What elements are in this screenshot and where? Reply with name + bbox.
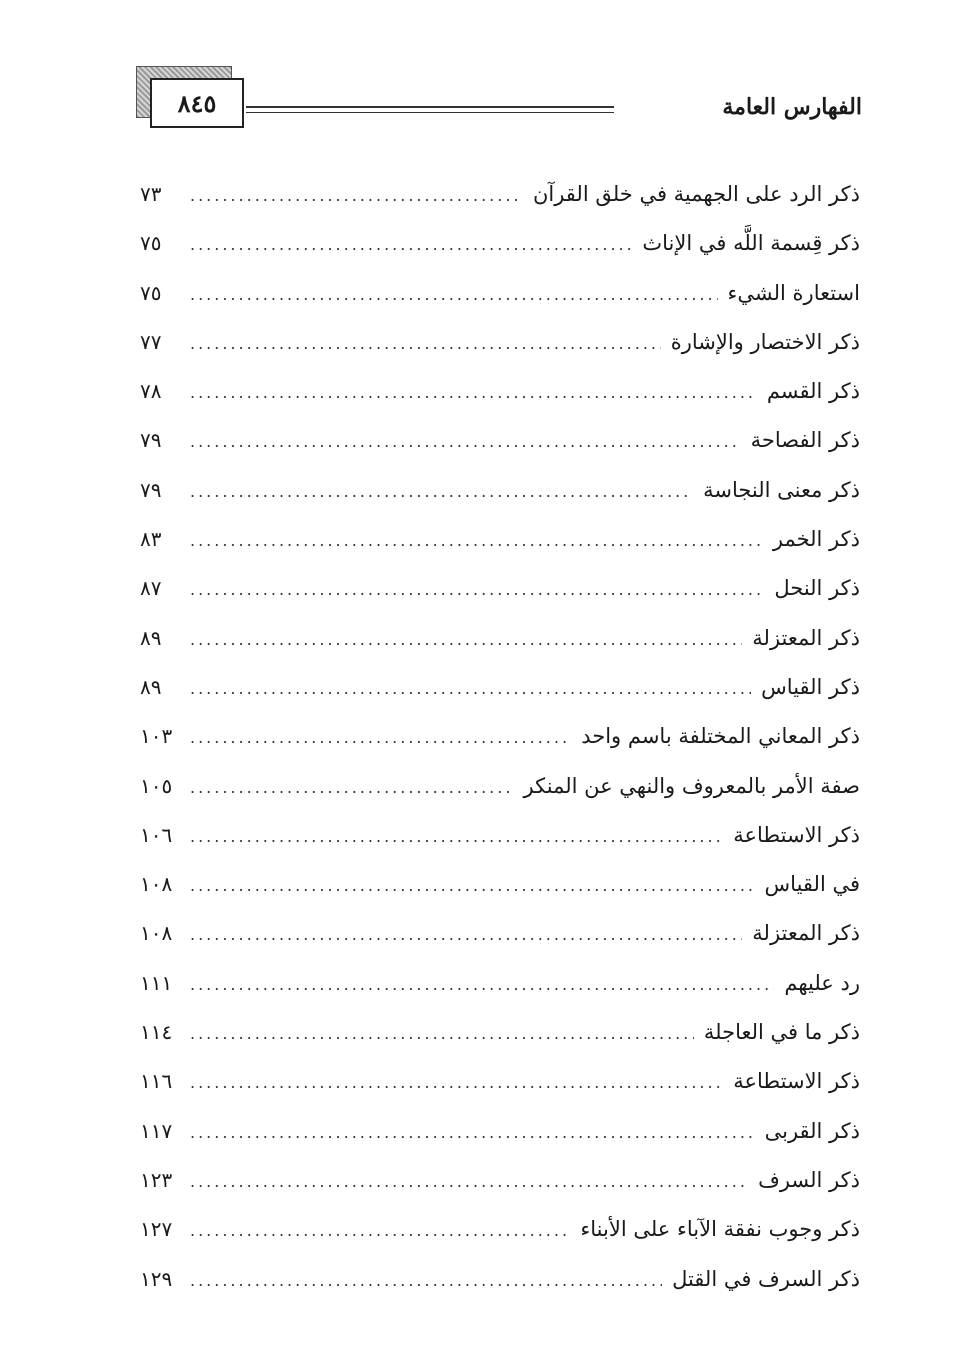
toc-dot-leader <box>190 220 632 269</box>
toc-dot-leader <box>190 960 774 1009</box>
toc-entry <box>140 1057 860 1106</box>
toc-dot-leader <box>190 516 763 565</box>
toc-entry <box>140 614 860 663</box>
toc-entry-page: ١٠٦ <box>140 822 173 847</box>
toc-entry-page: ١١١ <box>140 970 173 995</box>
toc-entry-title: ذكر المعتزلة <box>752 625 860 650</box>
toc-entry-title: ذكر المعتزلة <box>752 921 860 946</box>
toc-entry-title: ذكر المعاني المختلفة باسم واحد <box>581 724 860 749</box>
toc-entry-page: ٨٣ <box>140 527 162 552</box>
toc-entry <box>140 712 860 761</box>
toc-entry <box>140 466 860 515</box>
toc-entry-page: ١٠٣ <box>140 724 173 749</box>
header-rule-thin <box>246 112 614 113</box>
toc-dot-leader <box>190 368 757 417</box>
toc-entry-title: ذكر معنى النجاسة <box>703 477 860 502</box>
toc-entry-page: ٧٩ <box>140 477 162 502</box>
toc-entry <box>140 762 860 811</box>
header-rule <box>246 106 614 108</box>
toc-dot-leader <box>190 615 742 664</box>
toc-entry-page: ١٠٥ <box>140 773 173 798</box>
toc-dot-leader <box>190 1058 723 1107</box>
toc-dot-leader <box>190 565 764 614</box>
toc-dot-leader <box>190 417 741 466</box>
toc-entry <box>140 811 860 860</box>
toc-dot-leader <box>190 319 661 368</box>
toc-entry <box>140 1107 860 1156</box>
toc-entry-page: ٧٥ <box>140 231 162 256</box>
toc-entry-title: ذكر القربى <box>764 1118 860 1143</box>
toc-entry-page: ١٢٩ <box>140 1266 173 1291</box>
toc-dot-leader <box>190 713 571 762</box>
toc-dot-leader <box>190 467 693 516</box>
toc-entry <box>140 269 860 318</box>
toc-entry-title: ذكر الاستطاعة <box>733 1069 860 1094</box>
toc-entry <box>140 1255 860 1304</box>
page-title: الفهارس العامة <box>722 94 862 120</box>
toc-entry-page: ٧٩ <box>140 428 162 453</box>
toc-dot-leader <box>190 270 718 319</box>
toc-entry <box>140 416 860 465</box>
toc-entry-title: ذكر وجوب نفقة الآباء على الأبناء <box>580 1217 860 1242</box>
toc-entry-page: ١١٧ <box>140 1118 173 1143</box>
toc-entry-title: ذكر الاستطاعة <box>733 822 860 847</box>
toc-entry <box>140 170 860 219</box>
toc-dot-leader <box>190 171 523 220</box>
toc-entry-page: ١٠٨ <box>140 921 173 946</box>
toc-entry-title: ذكر القسم <box>766 379 860 404</box>
toc-entry <box>140 959 860 1008</box>
toc-entry-title: ذكر ما في العاجلة <box>703 1020 860 1045</box>
toc-dot-leader <box>190 1157 748 1206</box>
toc-entry-title: ذكر الفصاحة <box>750 428 860 453</box>
toc-dot-leader <box>190 664 751 713</box>
toc-entry-title: صفة الأمر بالمعروف والنهي عن المنكر <box>523 773 860 798</box>
toc-dot-leader <box>190 1256 662 1305</box>
toc-entry <box>140 909 860 958</box>
toc-entry-title: رد عليهم <box>784 970 860 995</box>
toc-entry <box>140 219 860 268</box>
toc-dot-leader <box>190 861 755 910</box>
toc-entry-page: ١١٦ <box>140 1069 173 1094</box>
toc-entry-title: ذكر السرف في القتل <box>672 1266 860 1291</box>
page-number-box <box>150 78 244 128</box>
toc-entry <box>140 564 860 613</box>
toc-entry-page: ١١٤ <box>140 1020 173 1045</box>
toc-dot-leader <box>190 1108 755 1157</box>
toc-entry-page: ٨٩ <box>140 625 162 650</box>
toc-dot-leader <box>190 1206 570 1255</box>
page-number: ٨٤٥ <box>177 88 217 118</box>
toc-dot-leader <box>190 910 742 959</box>
toc-entry <box>140 1156 860 1205</box>
toc-entry <box>140 860 860 909</box>
toc-entry-title: ذكر النحل <box>774 576 860 601</box>
toc-entry <box>140 367 860 416</box>
toc-entry-page: ١٢٧ <box>140 1217 173 1242</box>
toc-entry-page: ٧٧ <box>140 329 162 354</box>
toc-entry-title: ذكر السرف <box>758 1167 860 1192</box>
toc-entry-page: ٨٩ <box>140 674 162 699</box>
toc-dot-leader <box>190 763 514 812</box>
toc-dot-leader <box>190 812 723 861</box>
toc-entry-page: ٧٥ <box>140 280 162 305</box>
page-header <box>136 66 862 136</box>
toc-entry-page: ٧٣ <box>140 182 162 206</box>
toc-entry-title: ذكر الرد على الجهمية في خلق القرآن <box>532 182 860 206</box>
toc-entry-title: ذكر قِسمة اللَّه في الإناث <box>642 231 860 256</box>
toc-entry <box>140 1008 860 1057</box>
toc-entry <box>140 515 860 564</box>
toc-dot-leader <box>190 1009 694 1058</box>
toc-entry-title: ذكر الخمر <box>772 527 860 552</box>
toc-entry-page: ٨٧ <box>140 576 162 601</box>
table-of-contents <box>140 170 860 1304</box>
toc-entry <box>140 1205 860 1254</box>
toc-entry-title: ذكر الاختصار والإشارة <box>670 329 860 354</box>
toc-entry-page: ١٠٨ <box>140 872 173 897</box>
toc-entry-page: ١٢٣ <box>140 1167 173 1192</box>
toc-entry-page: ٧٨ <box>140 379 162 404</box>
toc-entry-title: استعارة الشيء <box>727 280 860 305</box>
toc-entry-title: في القياس <box>764 872 860 897</box>
toc-entry <box>140 663 860 712</box>
toc-entry-title: ذكر القياس <box>761 674 860 699</box>
toc-entry <box>140 318 860 367</box>
